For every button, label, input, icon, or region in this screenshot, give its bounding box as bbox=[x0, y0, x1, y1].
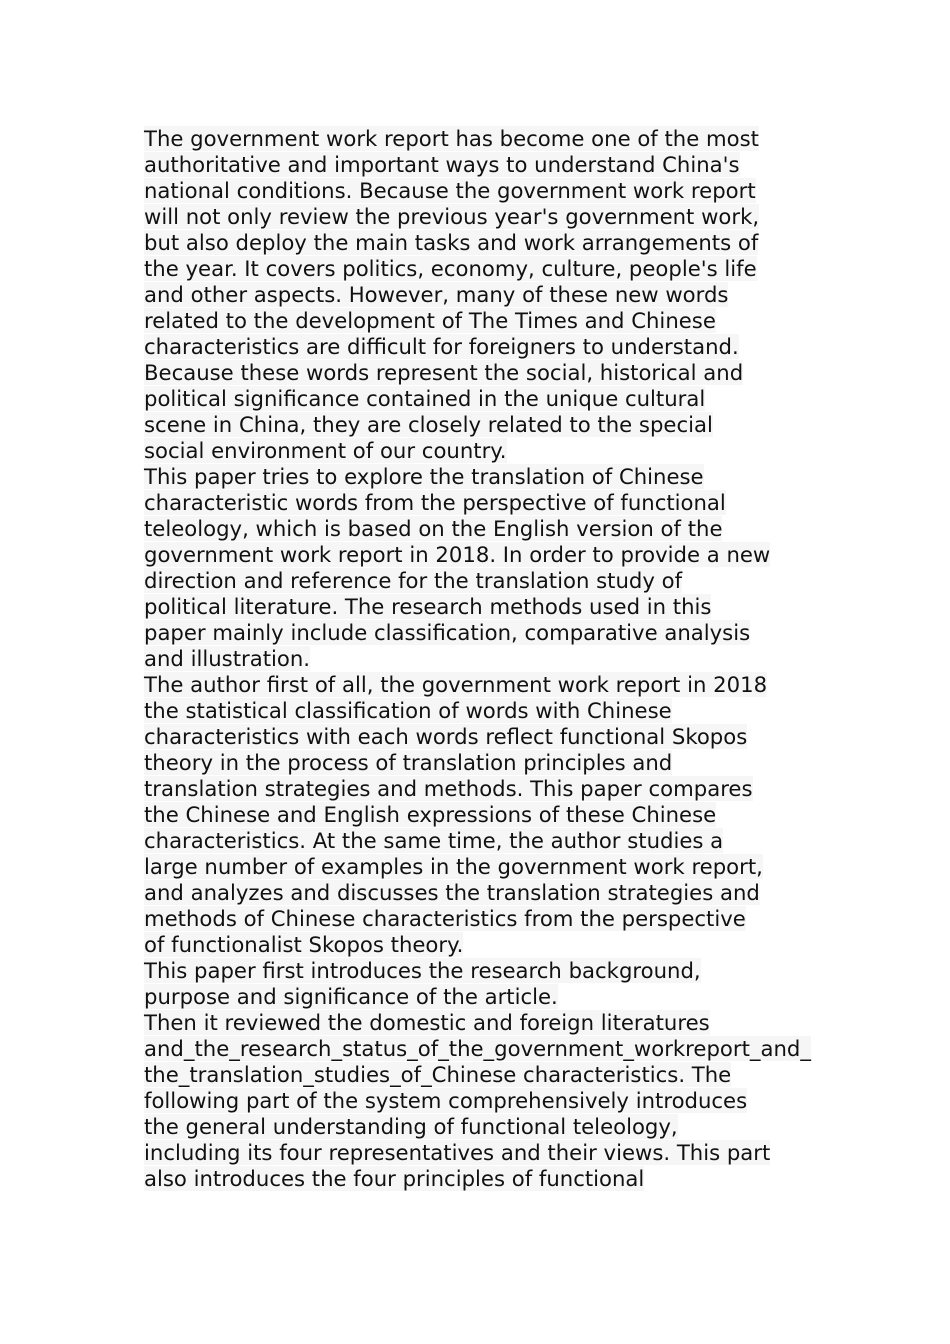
text-line-content: The government work report has become one of the most bbox=[144, 126, 759, 151]
text-line-content: direction and reference for the translation study of bbox=[144, 568, 683, 593]
text-line-content: theory in the process of translation principles and bbox=[144, 750, 673, 775]
text-line bbox=[144, 698, 824, 724]
text-line bbox=[144, 178, 824, 204]
text-line bbox=[144, 542, 824, 568]
text-line-content: of functionalist Skopos theory. bbox=[144, 932, 464, 957]
text-line-content: characteristics are difficult for foreigners to understand. bbox=[144, 334, 739, 359]
text-line-content: political significance contained in the unique cultural bbox=[144, 386, 706, 411]
text-line-content: characteristics. At the same time, the author studies a bbox=[144, 828, 724, 853]
text-line-content: also introduces the four principles of functional bbox=[144, 1166, 645, 1191]
text-line bbox=[144, 412, 824, 438]
text-line bbox=[144, 438, 824, 464]
text-line bbox=[144, 984, 824, 1010]
text-line bbox=[144, 1088, 824, 1114]
text-line bbox=[144, 620, 824, 646]
text-line-content: This paper first introduces the research background, bbox=[144, 958, 701, 983]
text-line bbox=[144, 282, 824, 308]
body-text bbox=[144, 126, 824, 1192]
text-line-content: Then it reviewed the domestic and foreign literatures bbox=[144, 1010, 710, 1035]
text-line-content: social environment of our country. bbox=[144, 438, 507, 463]
text-line bbox=[144, 724, 824, 750]
text-line bbox=[144, 230, 824, 256]
text-line-content: the_translation_studies_of_Chinese characteristics. The bbox=[144, 1062, 732, 1087]
text-line-content: and analyzes and discusses the translation strategies and bbox=[144, 880, 760, 905]
text-line-content: characteristic words from the perspective of functional bbox=[144, 490, 726, 515]
text-line bbox=[144, 152, 824, 178]
text-line bbox=[144, 828, 824, 854]
text-line bbox=[144, 672, 824, 698]
text-line bbox=[144, 1166, 824, 1192]
text-line bbox=[144, 750, 824, 776]
text-line-content: the Chinese and English expressions of these Chinese bbox=[144, 802, 717, 827]
text-line-content: but also deploy the main tasks and work arrangements of bbox=[144, 230, 759, 255]
text-line bbox=[144, 334, 824, 360]
text-line-content: including its four representatives and their views. This part bbox=[144, 1140, 771, 1165]
text-line bbox=[144, 646, 824, 672]
text-line-content: teleology, which is based on the English version of the bbox=[144, 516, 723, 541]
text-line-content: Because these words represent the social, historical and bbox=[144, 360, 744, 385]
text-line bbox=[144, 204, 824, 230]
text-line-content: national conditions. Because the government work report bbox=[144, 178, 756, 203]
text-line bbox=[144, 360, 824, 386]
text-line bbox=[144, 568, 824, 594]
text-line-content: the year. It covers politics, economy, culture, people's life bbox=[144, 256, 757, 281]
text-line bbox=[144, 1010, 824, 1036]
text-line-content: the general understanding of functional teleology, bbox=[144, 1114, 678, 1139]
text-line bbox=[144, 880, 824, 906]
text-line-content: following part of the system comprehensively introduces bbox=[144, 1088, 748, 1113]
text-line-content: characteristics with each words reflect functional Skopos bbox=[144, 724, 748, 749]
text-line bbox=[144, 308, 824, 334]
text-line-content: purpose and significance of the article. bbox=[144, 984, 558, 1009]
text-line bbox=[144, 464, 824, 490]
text-line-content: methods of Chinese characteristics from the perspective bbox=[144, 906, 746, 931]
text-line-content: the statistical classification of words with Chinese bbox=[144, 698, 672, 723]
text-line-content: authoritative and important ways to understand China's bbox=[144, 152, 740, 177]
text-line bbox=[144, 854, 824, 880]
text-line-content: The author first of all, the government work report in 2018 bbox=[144, 672, 768, 697]
text-line-content: and other aspects. However, many of these new words bbox=[144, 282, 729, 307]
text-line bbox=[144, 256, 824, 282]
text-line bbox=[144, 958, 824, 984]
text-line bbox=[144, 906, 824, 932]
text-line-content: translation strategies and methods. This paper compares bbox=[144, 776, 753, 801]
text-line bbox=[144, 802, 824, 828]
text-line-content: political literature. The research methods used in this bbox=[144, 594, 712, 619]
text-line-content: government work report in 2018. In order to provide a new bbox=[144, 542, 771, 567]
text-line bbox=[144, 1062, 824, 1088]
text-line bbox=[144, 1036, 824, 1062]
text-line bbox=[144, 490, 824, 516]
text-line-content: large number of examples in the government work report, bbox=[144, 854, 763, 879]
text-line bbox=[144, 776, 824, 802]
text-line bbox=[144, 1114, 824, 1140]
text-line-content: related to the development of The Times and Chinese bbox=[144, 308, 716, 333]
text-line-content: and_the_research_status_of_the_government_workreport_and_ bbox=[144, 1036, 811, 1061]
text-line bbox=[144, 516, 824, 542]
text-line bbox=[144, 386, 824, 412]
text-line-content: paper mainly include classification, comparative analysis bbox=[144, 620, 751, 645]
text-line bbox=[144, 594, 824, 620]
text-line-content: This paper tries to explore the translation of Chinese bbox=[144, 464, 704, 489]
text-line bbox=[144, 126, 824, 152]
text-line bbox=[144, 1140, 824, 1166]
text-line-content: and illustration. bbox=[144, 646, 311, 671]
text-line-content: will not only review the previous year's government work, bbox=[144, 204, 760, 229]
text-line-content: scene in China, they are closely related to the special bbox=[144, 412, 713, 437]
text-line bbox=[144, 932, 824, 958]
